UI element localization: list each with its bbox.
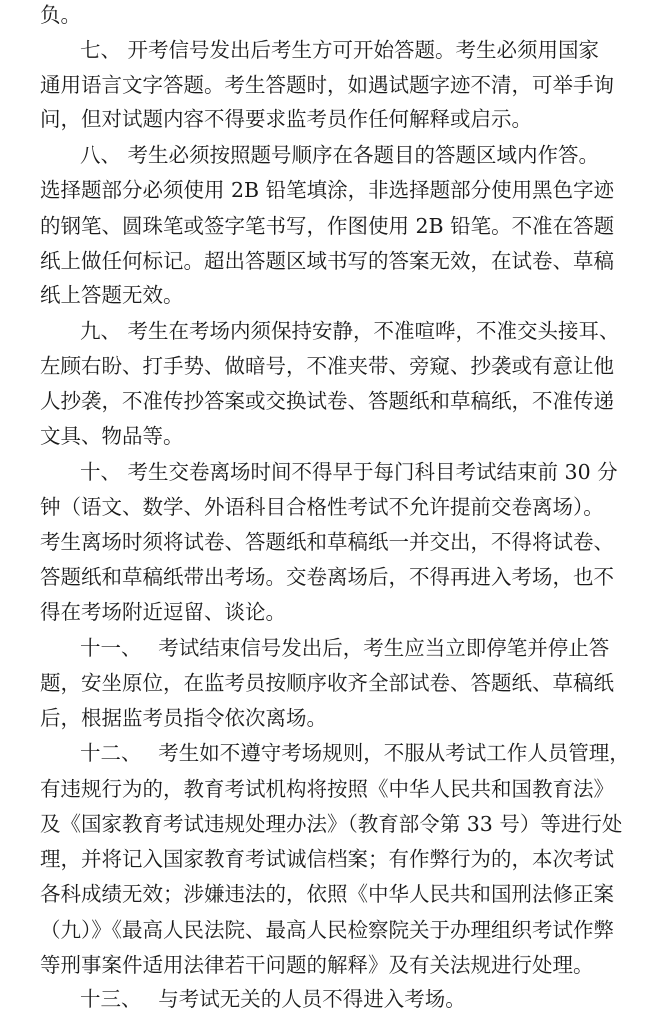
text-line: 纸上答题无效。	[40, 283, 184, 307]
text-line: 答题纸和草稿纸带出考场。交卷离场后，不得再进入考场，也不	[40, 565, 614, 589]
text-line: 左顾右盼、打手势、做暗号，不准夹带、旁窥、抄袭或有意让他	[40, 354, 614, 378]
text-line: 题，安坐原位，在监考员按顺序收齐全部试卷、答题纸、草稿纸	[40, 671, 614, 695]
text-line: 八、 考生必须按照题号顺序在各题目的答题区域内作答。	[80, 143, 600, 167]
text-line: 考生离场时须将试卷、答题纸和草稿纸一并交出，不得将试卷、	[40, 530, 614, 554]
text-line: 七、 开考信号发出后考生方可开始答题。考生必须用国家	[80, 38, 600, 62]
text-line: 后，根据监考员指令依次离场。	[40, 706, 327, 730]
text-line: 的钢笔、圆珠笔或签字笔书写，作图使用 2B 铅笔。不准在答题	[40, 214, 615, 238]
text-line: 十三、 与考试无关的人员不得进入考场。	[80, 987, 466, 1011]
text-line: 有违规行为的，教育考试机构将按照《中华人民共和国教育法》	[40, 777, 614, 801]
text-line: 问，但对试题内容不得要求监考员作任何解释或启示。	[40, 107, 532, 131]
text-line: （九）》《最高人民法院、最高人民检察院关于办理组织考试作弊	[40, 918, 614, 942]
text-line: 通用语言文字答题。考生答题时，如遇试题字迹不清，可举手询	[40, 73, 614, 97]
text-line: 理，并将记入国家教育考试诚信档案；有作弊行为的，本次考试	[40, 847, 614, 871]
text-line: 各科成绩无效；涉嫌违法的，依照《中华人民共和国刑法修正案	[40, 882, 614, 906]
text-line: 人抄袭，不准传抄答案或交换试卷、答题纸和草稿纸，不准传递	[40, 389, 614, 413]
text-line: 十一、 考试结束信号发出后，考生应当立即停笔并停止答	[80, 636, 610, 660]
text-line: 得在考场附近逗留、谈论。	[40, 600, 286, 624]
text-line: 选择题部分必须使用 2B 铅笔填涂，非选择题部分使用黑色字迹	[40, 178, 615, 202]
text-line: 纸上做任何标记。超出答题区域书写的答案无效，在试卷、草稿	[40, 249, 614, 273]
text-line: 负。	[40, 3, 81, 27]
text-line: 十二、 考生如不遵守考场规则，不服从考试工作人员管理，	[80, 741, 630, 765]
text-line: 九、 考生在考场内须保持安静，不准喧哗，不准交头接耳、	[80, 319, 620, 343]
text-line: 文具、物品等。	[40, 424, 184, 448]
text-line: 十、 考生交卷离场时间不得早于每门科目考试结束前 30 分	[80, 460, 618, 484]
text-line: 等刑事案件适用法律若干问题的解释》及有关法规进行处理。	[40, 953, 594, 977]
text-line: 钟（语文、数学、外语科目合格性考试不允许提前交卷离场）。	[40, 495, 604, 519]
text-line: 及《国家教育考试违规处理办法》（教育部令第 33 号）等进行处	[40, 812, 623, 836]
